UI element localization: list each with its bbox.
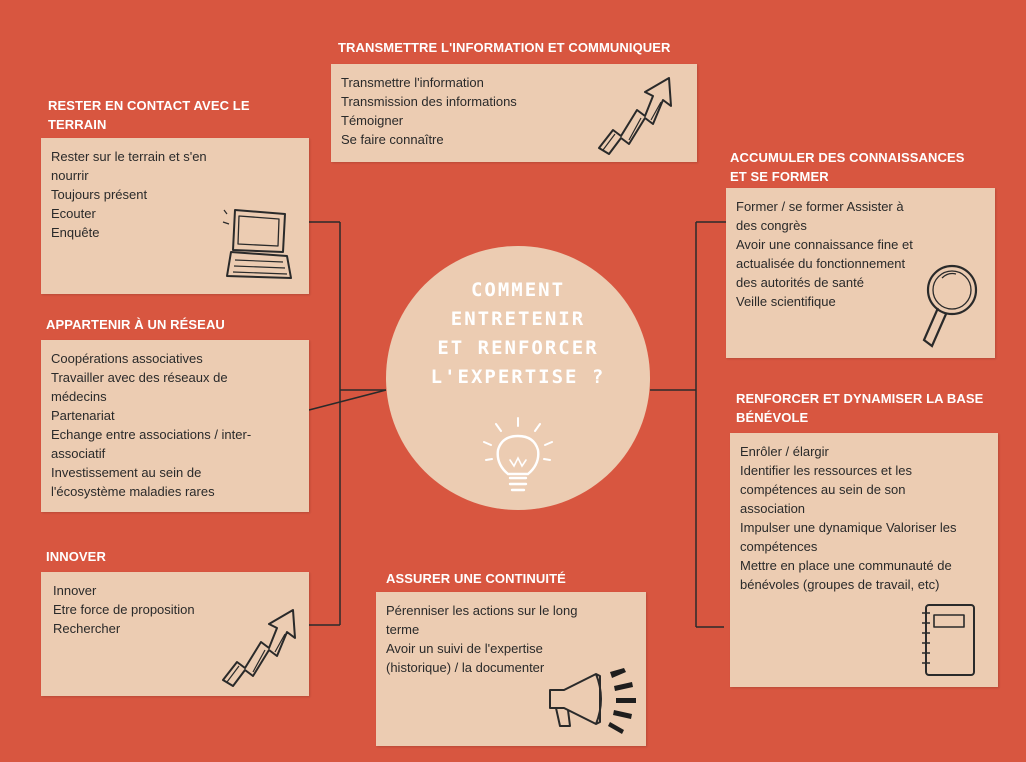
list-item: Toujours présent [51,187,148,202]
box-continuite [376,592,646,746]
list-item: Transmission des informations [341,94,517,109]
section-title-info: TRANSMETTRE L'INFORMATION ET COMMUNIQUER [338,40,671,55]
section-title-continuite: ASSURER UNE CONTINUITÉ [386,571,566,586]
list-item: (historique) / la documenter [386,660,545,675]
list-item: Identifier les ressources et les [740,463,912,478]
title-line: RESTER EN CONTACT AVEC LE [48,98,250,113]
list-item: terme [386,622,420,637]
list-item: compétences [740,539,818,554]
list-item: Veille scientifique [736,294,836,309]
list-item: des autorités de santé [736,275,864,290]
section-title-terrain [48,96,250,134]
list-item: Etre force de proposition [53,602,195,617]
center-line: L'EXPERTISE ? [430,366,606,388]
list-item: médecins [51,389,107,404]
list-item: des congrès [736,218,807,233]
list-item: Avoir un suivi de l'expertise [386,641,543,656]
list-item: association [740,501,806,516]
list-item: actualisée du fonctionnement [736,256,906,271]
box-terrain [41,138,309,294]
title-line: BÉNÉVOLE [736,410,809,425]
list-item: Former / se former Assister à [736,199,904,214]
list-item: Transmettre l'information [341,75,484,90]
list-item: Pérenniser les actions sur le long [386,603,578,618]
section-title-benevole [736,389,983,427]
laptop-icon [221,204,301,284]
center-question [386,276,650,392]
title-line: ET SE FORMER [730,169,829,184]
section-title-reseau: APPARTENIR À UN RÉSEAU [46,317,225,332]
center-line: ET RENFORCER [437,337,599,359]
list-item: Investissement au sein de [51,465,202,480]
list-item: Innover [53,583,97,598]
list-item: Mettre en place une communauté de [740,558,952,573]
lightbulb-icon [478,414,558,504]
list-item: Travailler avec des réseaux de [51,370,228,385]
arrow-up-icon [213,600,305,690]
arrow-up-icon [589,70,681,156]
title-line: TERRAIN [48,117,107,132]
list-item: bénévoles (groupes de travail, etc) [740,577,940,592]
title-line: ACCUMULER DES CONNAISSANCES [730,150,965,165]
list-item: compétences au sein de son [740,482,906,497]
list-item: l'écosystème maladies rares [51,484,215,499]
box-benevole [730,433,998,687]
center-circle [386,246,650,510]
center-line: ENTRETENIR [450,308,586,330]
box-connaissances [726,188,995,358]
list-item: Rester sur le terrain et s'en [51,149,207,164]
list-item: associatif [51,446,106,461]
list-item: Impulser une dynamique Valoriser les [740,520,957,535]
megaphone-icon [544,668,640,734]
list-item: Enquête [51,225,100,240]
section-title-connaissances [730,148,965,186]
list-item: Echange entre associations / inter- [51,427,252,442]
box-info [331,64,697,162]
section-title-innover: INNOVER [46,549,106,564]
box-reseau [41,340,309,512]
magnifier-icon [912,260,984,352]
list-item: Enrôler / élargir [740,444,829,459]
title-line: RENFORCER ET DYNAMISER LA BASE [736,391,984,406]
list-item: Rechercher [53,621,121,636]
list-item: Se faire connaître [341,132,444,147]
notebook-icon [918,601,980,681]
list-item: Avoir une connaissance fine et [736,237,913,252]
list-item: Ecouter [51,206,96,221]
list-item: Partenariat [51,408,115,423]
box-innover [41,572,309,696]
list-item: Témoigner [341,113,404,128]
center-line: COMMENT [470,279,566,301]
list-item: nourrir [51,168,89,183]
list-item: Coopérations associatives [51,351,203,366]
